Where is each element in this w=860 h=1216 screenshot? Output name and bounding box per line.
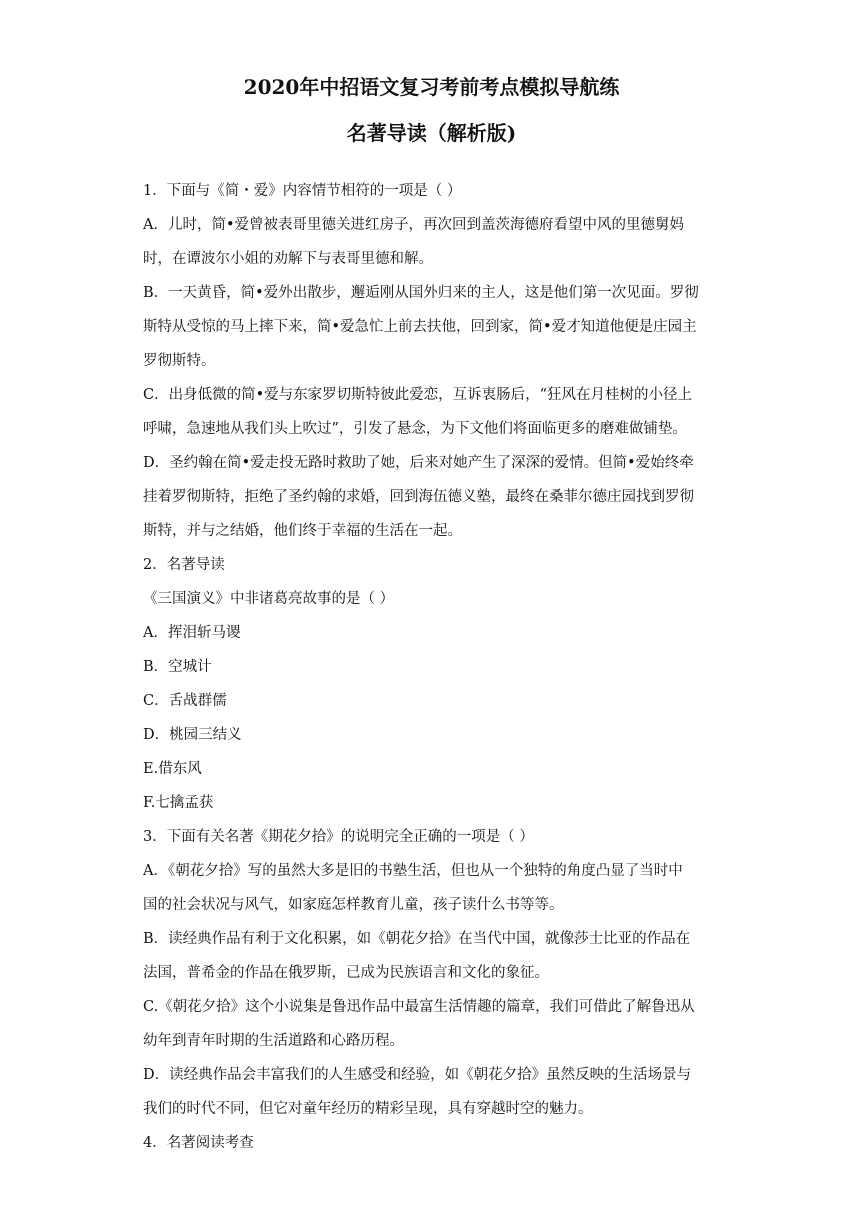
body-text-line: 3．下面有关名著《期花夕拾》的说明完全正确的一项是（ ）	[143, 829, 534, 845]
body-text-line: C．舌战群儒	[143, 693, 227, 709]
body-text-line: 1．下面与《简・爱》内容情节相符的一项是（ ）	[143, 183, 462, 199]
body-text-line: 法国，普希金的作品在俄罗斯，已成为民族语言和文化的象征。	[143, 965, 549, 981]
body-text-line: F.七擒孟获	[143, 795, 214, 811]
body-text-line: D．圣约翰在简•爱走投无路时救助了她，后来对她产生了深深的爱情。但简•爱始终牵	[143, 455, 694, 471]
body-text-line: 4．名著阅读考查	[143, 1135, 254, 1151]
body-text-line: C.《朝花夕拾》这个小说集是鲁迅作品中最富生活情趣的篇章，我们可借此了解鲁迅从	[143, 999, 695, 1015]
body-text-line: 斯特从受惊的马上摔下来，简•爱急忙上前去扶他，回到家，简•爱才知道他便是庄园主	[143, 319, 697, 335]
body-text-line: A．儿时，简•爱曾被表哥里德关进红房子，再次回到盖茨海德府看望中风的里德舅妈	[143, 217, 685, 233]
body-text-line: C．出身低微的简•爱与东家罗切斯特彼此爱恋，互诉衷肠后，“狂风在月桂树的小径上	[143, 387, 693, 403]
body-text-line: 时，在谭波尔小姐的劝解下与表哥里德和解。	[143, 251, 433, 267]
body-text-line: B．空城计	[143, 659, 212, 675]
body-text-line: B．一天黄昏，简•爱外出散步，邂逅刚从国外归来的主人，这是他们第一次见面。罗彻	[143, 285, 699, 301]
body-text-line: 国的社会状况与风气，如家庭怎样教育儿童，孩子读什么书等等。	[143, 897, 564, 913]
body-text-line: D．读经典作品会丰富我们的人生感受和经验，如《朝花夕拾》虽然反映的生活场景与	[143, 1067, 692, 1083]
document-subtitle: 名著导读（解析版)	[346, 121, 517, 145]
body-text-line: 我们的时代不同，但它对童年经历的精彩呈现，具有穿越时空的魅力。	[143, 1101, 593, 1117]
document-title: 2020年中招语文复习考前考点模拟导航练	[243, 75, 620, 99]
body-text-line: 幼年到青年时期的生活道路和心路历程。	[143, 1033, 404, 1049]
body-text-line: B．读经典作品有利于文化积累，如《朝花夕拾》在当代中国，就像莎士比亚的作品在	[143, 931, 691, 947]
body-text-line: 挂着罗彻斯特，拒绝了圣约翰的求婚，回到海伍德义塾，最终在桑菲尔德庄园找到罗彻	[143, 489, 694, 505]
body-text-line: 《三国演义》中非诸葛亮故事的是（ ）	[143, 591, 395, 607]
body-text-line: D．桃园三结义	[143, 727, 242, 743]
body-text-line: A．挥泪斩马谡	[143, 625, 241, 641]
body-text-line: E.借东风	[143, 761, 202, 777]
body-text-line: 罗彻斯特。	[143, 353, 216, 369]
body-text-line: 2．名著导读	[143, 557, 225, 573]
body-text-line: 呼啸，急速地从我们头上吹过”，引发了悬念，为下文他们将面临更多的磨难做铺垫。	[143, 421, 687, 437]
body-text-line: A．《朝花夕拾》写的虽然大多是旧的书塾生活，但也从一个独特的角度凸显了当时中	[143, 863, 683, 879]
document-body	[143, 174, 720, 1160]
body-text-line: 斯特，并与之结婚，他们终于幸福的生活在一起。	[143, 523, 462, 539]
